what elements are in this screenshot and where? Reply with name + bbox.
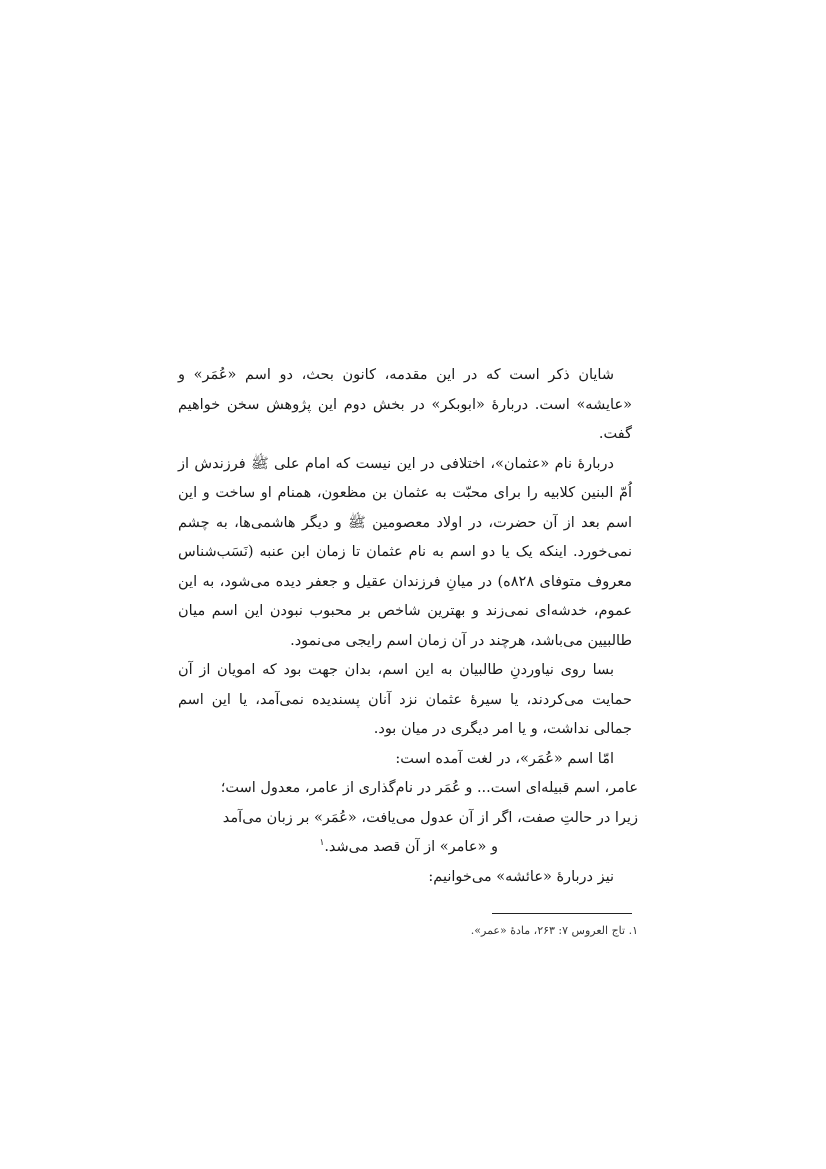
quote-line-2: زیرا در حالتِ صفت، اگر از آن عدول می‌یافت، «عُمَر» بر زبان می‌آمد <box>222 809 638 826</box>
paragraph-2: دربارهٔ نام «عثمان»، اختلافی در این نیست که امام علی ﷺ فرزندش از اُمّ البنین کلابیه را برای محبّت به عثمان بن مظعون، همنام او ساخت و این اسم بعد از آن حضرت، در اولاد معصومین ﷺ و دیگر هاشمی‌ها، به چشم نمی‌خورد. اینکه یک یا دو اسم به نام عثمان تا زمان ابن عنبه (نَسَب‌شناس معروف متوفای ۸۲۸ه) در میانِ فرزندان عقیل و جعفر دیده می‌شود، به این عموم، خدشه‌ای نمی‌زند و بهترین شاخص بر محبوب نبودن این اسم میان طالبیین می‌باشد، هرچند در آن زمان اسم رایجی می‌نمود. <box>178 455 632 649</box>
quote-line-1: عامر، اسم قبیله‌ای است... و عُمَر در نام‌گذاری از عامر، معدول است؛ <box>220 780 638 796</box>
footnote-divider <box>492 913 632 914</box>
footnote-1: ۱. تاج العروس ۷: ۲۶۳، مادهٔ «عمر». <box>470 924 638 937</box>
paragraph-4: امّا اسم «عُمَر»، در لغت آمده است: <box>395 750 614 767</box>
quote-line-3-text: و «عامر» از آن قصد می‌شد. <box>324 839 498 855</box>
block-quote <box>184 774 638 863</box>
paragraph-3: بسا روی نیاوردنِ طالبیان به این اسم، بدان جهت بود که امویان از آن حمایت می‌کردند، یا سیرهٔ عثمان نزد آنان پسندیده نمی‌آمد، یا این اسم جمالی نداشت، و یا امر دیگری در میان بود. <box>178 662 632 737</box>
paragraph-1: شایان ذکر است که در این مقدمه، کانون بحث، دو اسم «عُمَر» و «عایشه» است. دربارهٔ «ابوبکر» در بخش دوم این پژوهش سخن خواهیم گفت. <box>178 367 632 442</box>
quote-line-3 <box>184 833 638 863</box>
paragraph-5: نیز دربارهٔ «عائشه» می‌خوانیم: <box>428 868 614 885</box>
footnote-marker[interactable]: ۱ <box>319 838 325 849</box>
main-text <box>178 361 638 892</box>
